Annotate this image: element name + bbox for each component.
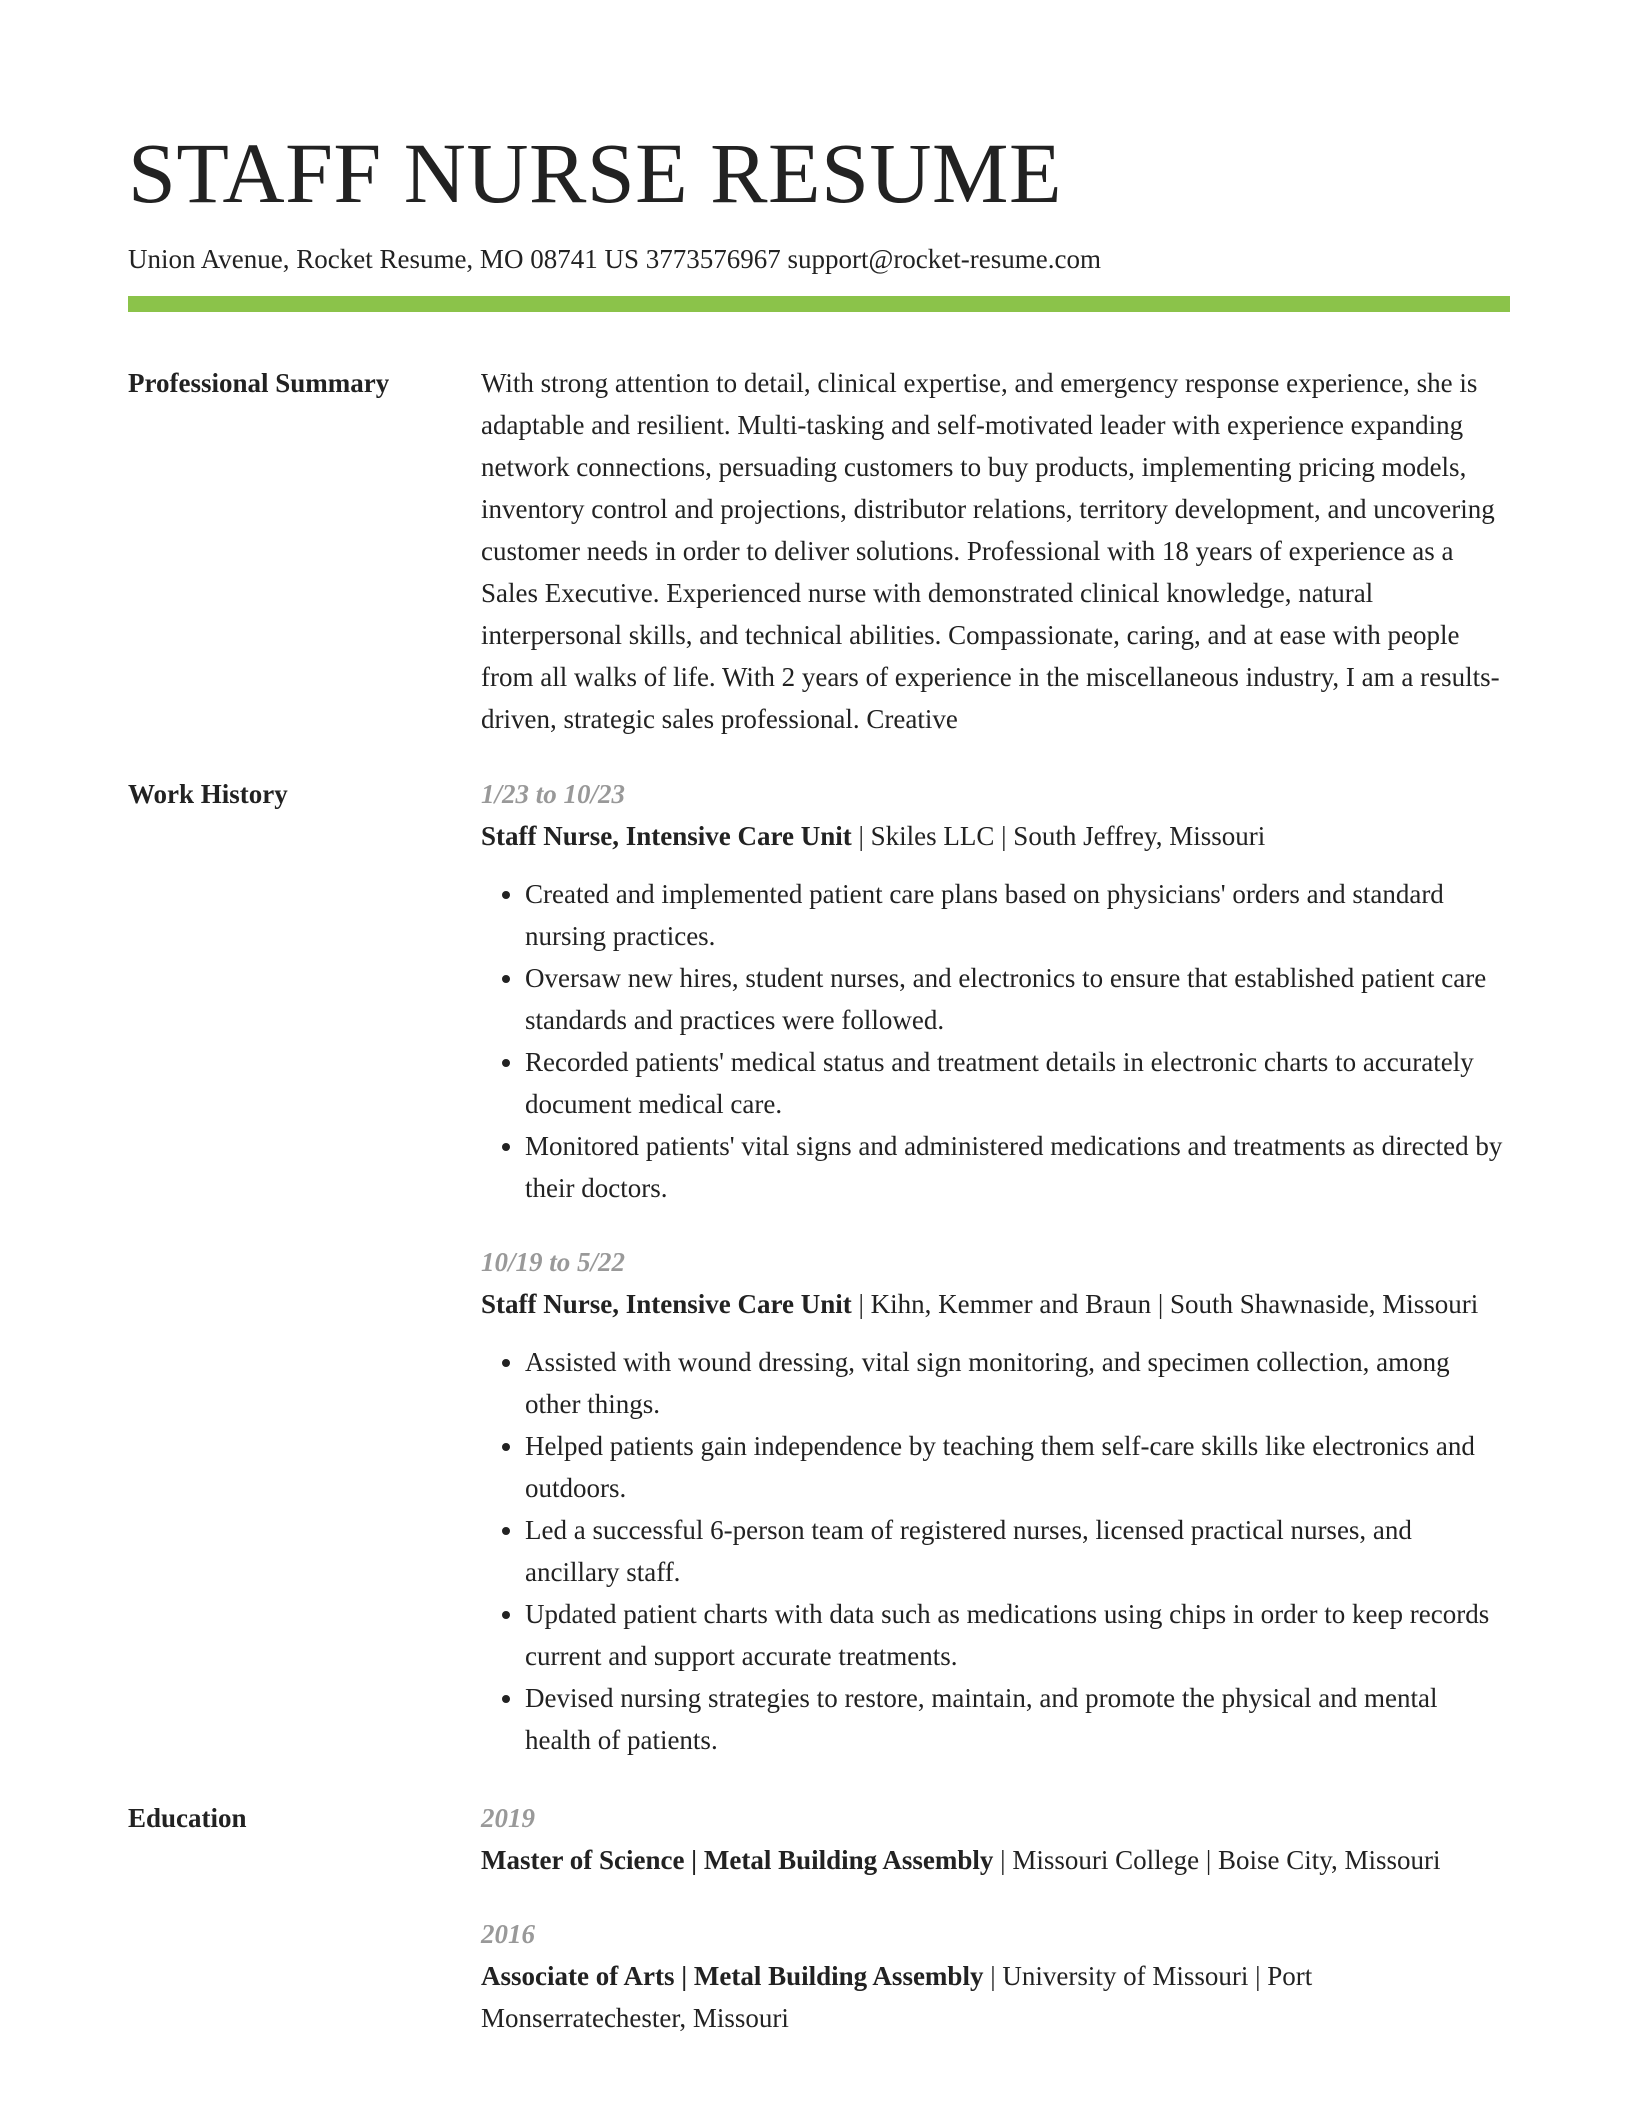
- contact-line: Union Avenue, Rocket Resume, MO 08741 US 3773576967 support@rocket-resume.com: [128, 244, 1101, 274]
- work-history-body: [481, 773, 1510, 1761]
- section-label-summary: Professional Summary: [128, 368, 390, 398]
- summary-section: [128, 362, 1510, 740]
- work-entry-role-line: [481, 815, 1510, 857]
- bullet-item: • Recorded patients' medical status and treatment details in electronic charts to accurately document medical care.: [525, 1041, 1510, 1125]
- bullet-item: • Oversaw new hires, student nurses, and electronics to ensure that established patient care standards and practices were followed.: [525, 957, 1510, 1041]
- resume-page: [128, 0, 1510, 2039]
- work-entry-date: 1/23 to 10/23: [481, 779, 626, 809]
- education-entry-degree: Master of Science | Metal Building Assembly: [481, 1845, 994, 1875]
- education-section: [128, 1797, 1510, 2039]
- education-entry-line: [481, 1955, 1510, 2039]
- summary-text: With strong attention to detail, clinical expertise, and emergency response experience, she is adaptable and resilient. Multi-tasking and self-motivated leader with experience expanding network connections, persuading customers to buy products, implementing pricing models, inventory control and projections, distributor relations, territory development, and uncovering customer needs in order to deliver solutions. Professional with 18 years of experience as a Sales Executive. Experienced nurse with demonstrated clinical knowledge, natural interpersonal skills, and technical abilities. Compassionate, caring, and at ease with people from all walks of life. With 2 years of experience in the miscellaneous industry, I am a results-driven, strategic sales professional. Creative: [481, 368, 1500, 734]
- work-entry-bullets: [481, 1341, 1510, 1761]
- work-entry: [481, 773, 1510, 1209]
- bullet-item: • Created and implemented patient care plans based on physicians' orders and standard nursing practices.: [525, 873, 1510, 957]
- education-entry-date: 2019: [481, 1803, 535, 1833]
- bullet-item: • Assisted with wound dressing, vital sign monitoring, and specimen collection, among other things.: [525, 1341, 1510, 1425]
- education-entry: [481, 1913, 1510, 2039]
- education-body: [481, 1797, 1510, 2039]
- bullet-item: • Helped patients gain independence by teaching them self-care skills like electronics and outdoors.: [525, 1425, 1510, 1509]
- work-entry-title: Staff Nurse, Intensive Care Unit: [481, 1289, 852, 1319]
- section-label-education: Education: [128, 1803, 247, 1833]
- education-entry: [481, 1797, 1510, 1881]
- work-entry-details: | Kihn, Kemmer and Braun | South Shawnaside, Missouri: [851, 1289, 1479, 1319]
- work-entry-title: Staff Nurse, Intensive Care Unit: [481, 821, 852, 851]
- section-label-work-history: Work History: [128, 779, 288, 809]
- education-entry-degree: Associate of Arts | Metal Building Assembly: [481, 1961, 984, 1991]
- summary-body: [481, 362, 1510, 740]
- work-entry: [481, 1241, 1510, 1761]
- bullet-item: • Devised nursing strategies to restore, maintain, and promote the physical and mental health of patients.: [525, 1677, 1510, 1761]
- education-entry-date: 2016: [481, 1919, 535, 1949]
- education-entry-details: | Missouri College | Boise City, Missouri: [993, 1845, 1441, 1875]
- work-entry-date: 10/19 to 5/22: [481, 1247, 626, 1277]
- bullet-item: • Updated patient charts with data such as medications using chips in order to keep records current and support accurate treatments.: [525, 1593, 1510, 1677]
- bullet-item: • Led a successful 6-person team of registered nurses, licensed practical nurses, and ancillary staff.: [525, 1509, 1510, 1593]
- bullet-item: • Monitored patients' vital signs and administered medications and treatments as directed by their doctors.: [525, 1125, 1510, 1209]
- header-divider: [128, 296, 1510, 312]
- work-entry-details: | Skiles LLC | South Jeffrey, Missouri: [851, 821, 1266, 851]
- resume-title: STAFF NURSE RESUME: [128, 125, 1063, 221]
- work-entry-role-line: [481, 1283, 1510, 1325]
- education-entry-line: [481, 1839, 1510, 1881]
- work-entry-bullets: [481, 873, 1510, 1209]
- work-history-section: [128, 773, 1510, 1761]
- education-entry-details: | University of Missouri | Port Monserratechester, Missouri: [481, 1961, 1313, 2033]
